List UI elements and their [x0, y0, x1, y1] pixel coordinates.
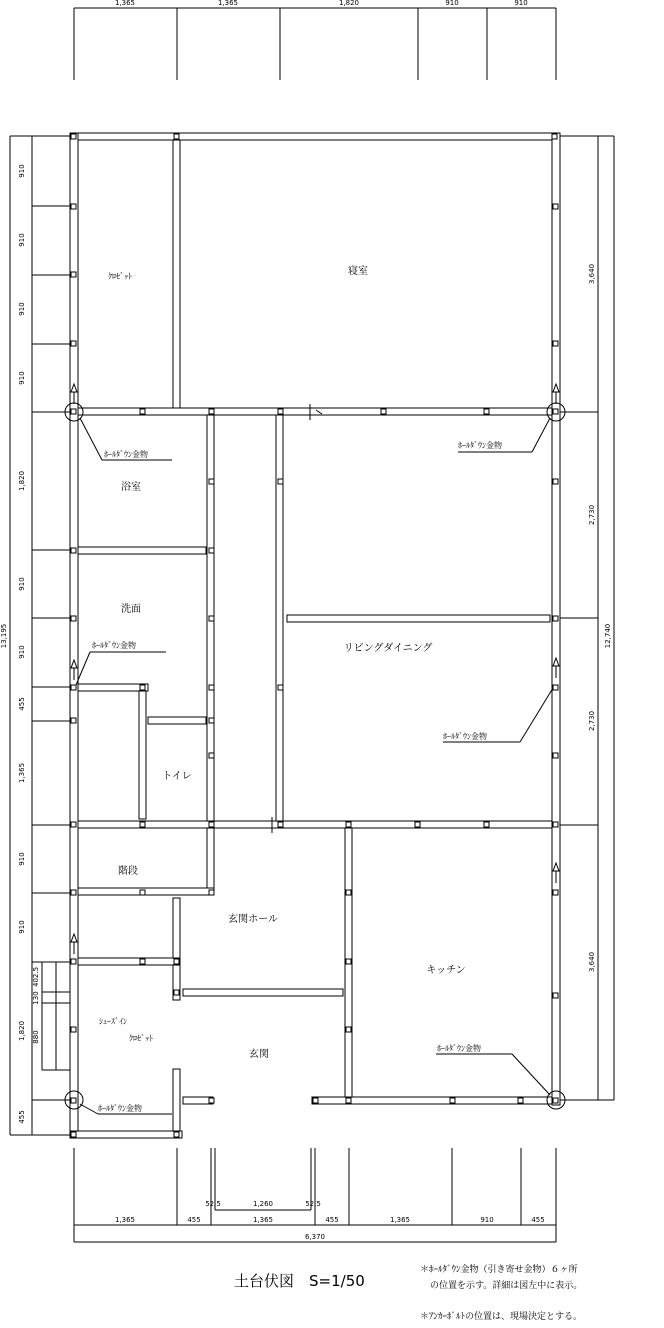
- dim-left-2: 910: [18, 233, 26, 247]
- dim-top-3: 1,820: [338, 0, 360, 7]
- dim-top-5: 910: [514, 0, 528, 7]
- dim-bottom-1: 1,365: [114, 1216, 136, 1224]
- holdown-label-4: ﾎｰﾙﾀﾞｳﾝ金物: [443, 732, 487, 741]
- dim-right-4: 3,640: [588, 951, 596, 973]
- room-living: リビングダイニング: [343, 643, 433, 654]
- note-line-1: ＊ﾎｰﾙﾀﾞｳﾝ金物（引き寄せ金物）６ヶ所: [420, 1265, 578, 1275]
- dim-left-8: 455: [18, 697, 26, 711]
- dim-top-1: 1,365: [114, 0, 136, 7]
- dim-bottom-7: 455: [531, 1216, 545, 1224]
- dim-left-inner-2: 130: [32, 991, 40, 1005]
- dim-bottom-3: 1,365: [252, 1216, 274, 1224]
- dim-left-7: 910: [18, 645, 26, 659]
- dim-left-5: 1,820: [18, 470, 26, 492]
- dim-right-1: 3,640: [588, 263, 596, 285]
- dim-bottom-6: 910: [480, 1216, 494, 1224]
- dim-bottom-4: 455: [325, 1216, 339, 1224]
- dim-right-3: 2,730: [588, 710, 596, 732]
- dim-top-4: 910: [445, 0, 459, 7]
- room-hall: 玄関ホール: [228, 914, 278, 925]
- room-shoe-closet-line2: ｸﾛｾﾞｯﾄ: [129, 1034, 153, 1043]
- drawing-title: 土台伏図 S=1/50: [234, 1272, 365, 1290]
- dim-left-9: 1,365: [18, 762, 26, 784]
- dim-left-inner-3: 880: [32, 1030, 40, 1044]
- dim-bottom-small-2: 1,260: [252, 1200, 274, 1208]
- dim-right-total: 12,740: [604, 623, 612, 649]
- dim-right-2: 2,730: [588, 504, 596, 526]
- dim-bottom-total: 6,370: [304, 1233, 326, 1241]
- holdown-label-2: ﾎｰﾙﾀﾞｳﾝ金物: [458, 441, 502, 450]
- room-toilet: トイレ: [162, 771, 192, 782]
- dim-bottom-2: 455: [187, 1216, 201, 1224]
- room-kitchen: キッチン: [426, 965, 466, 976]
- dim-left-12: 1,820: [18, 1020, 26, 1042]
- holdown-label-5: ﾎｰﾙﾀﾞｳﾝ金物: [437, 1044, 481, 1053]
- dim-bottom-small-1: 52.5: [205, 1200, 221, 1208]
- dim-left-inner-1: 402.5: [32, 966, 40, 988]
- room-shoe-closet-line1: ｼｭｰｽﾞｲﾝ: [99, 1017, 127, 1026]
- dim-left-total: 13,195: [0, 623, 8, 649]
- room-bath: 浴室: [121, 482, 141, 493]
- dim-bottom-5: 1,365: [389, 1216, 411, 1224]
- dim-left-4: 910: [18, 371, 26, 385]
- room-closet: ｸﾛｾﾞｯﾄ: [108, 272, 132, 281]
- dim-top-2: 1,365: [217, 0, 239, 7]
- room-entrance: 玄関: [249, 1049, 269, 1060]
- holdown-label-1: ﾎｰﾙﾀﾞｳﾝ金物: [104, 450, 148, 459]
- holdown-label-6: ﾎｰﾙﾀﾞｳﾝ金物: [98, 1104, 142, 1113]
- dim-left-13: 455: [18, 1110, 26, 1124]
- note-line-3: ＊ｱﾝｶｰﾎﾞﾙﾄの位置は、現場決定とする。: [420, 1312, 583, 1322]
- dim-left-1: 910: [18, 164, 26, 178]
- room-stairs: 階段: [118, 866, 138, 877]
- dim-left-11: 910: [18, 920, 26, 934]
- holdown-label-3: ﾎｰﾙﾀﾞｳﾝ金物: [92, 641, 136, 650]
- dim-left-6: 910: [18, 577, 26, 591]
- dim-left-3: 910: [18, 302, 26, 316]
- note-line-2: の位置を示す。詳細は図左中に表示。: [430, 1281, 583, 1291]
- dim-left-10: 910: [18, 852, 26, 866]
- room-bedroom: 寝室: [348, 266, 368, 277]
- dim-bottom-small-3: 52.5: [305, 1200, 321, 1208]
- room-washroom: 洗面: [121, 604, 141, 615]
